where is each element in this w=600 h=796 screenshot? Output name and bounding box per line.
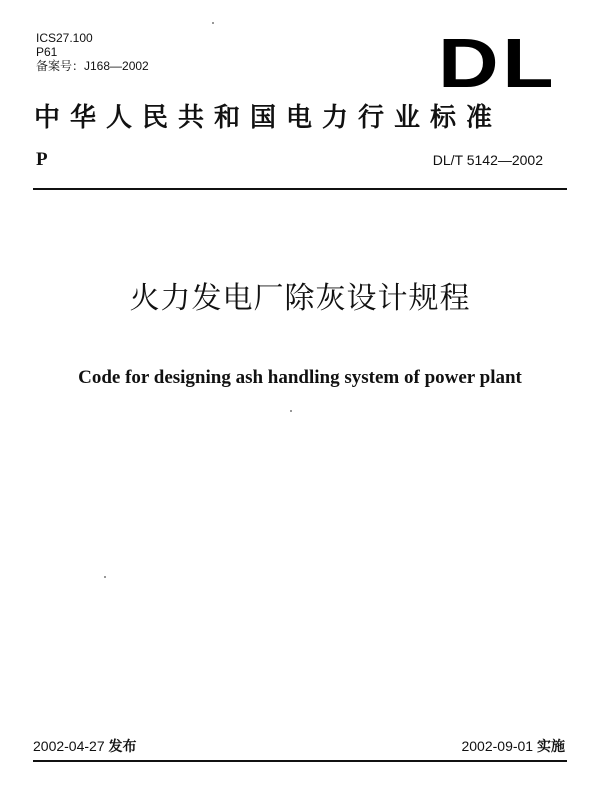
record-number: 备案号：J168—2002 <box>36 59 149 73</box>
implement-label: 实施 <box>537 739 565 755</box>
document-title-chinese: 火力发电厂除灰设计规程 <box>129 281 471 316</box>
implement-date-line <box>461 738 565 755</box>
dl-logo: DL <box>438 24 558 102</box>
issue-date-line <box>33 738 137 755</box>
issue-label: 发布 <box>108 739 137 755</box>
document-title-english: Code for designing ash handling system of power plant <box>78 367 522 388</box>
category-letter: P <box>36 149 48 170</box>
footer-divider <box>33 760 567 762</box>
standard-number: DL/T 5142—2002 <box>432 152 543 168</box>
classification-code: P61 <box>36 45 58 59</box>
standard-title: 中华人民共和国电力行业标准 <box>34 103 503 133</box>
metadata-block <box>36 31 149 73</box>
scan-speck <box>212 22 214 24</box>
issue-date: 2002-04-27 <box>33 738 105 754</box>
implement-date: 2002-09-01 <box>461 738 534 754</box>
header-divider <box>33 188 567 190</box>
scan-speck <box>290 410 292 412</box>
scan-speck <box>104 576 106 578</box>
ics-code: ICS27.100 <box>36 31 93 45</box>
